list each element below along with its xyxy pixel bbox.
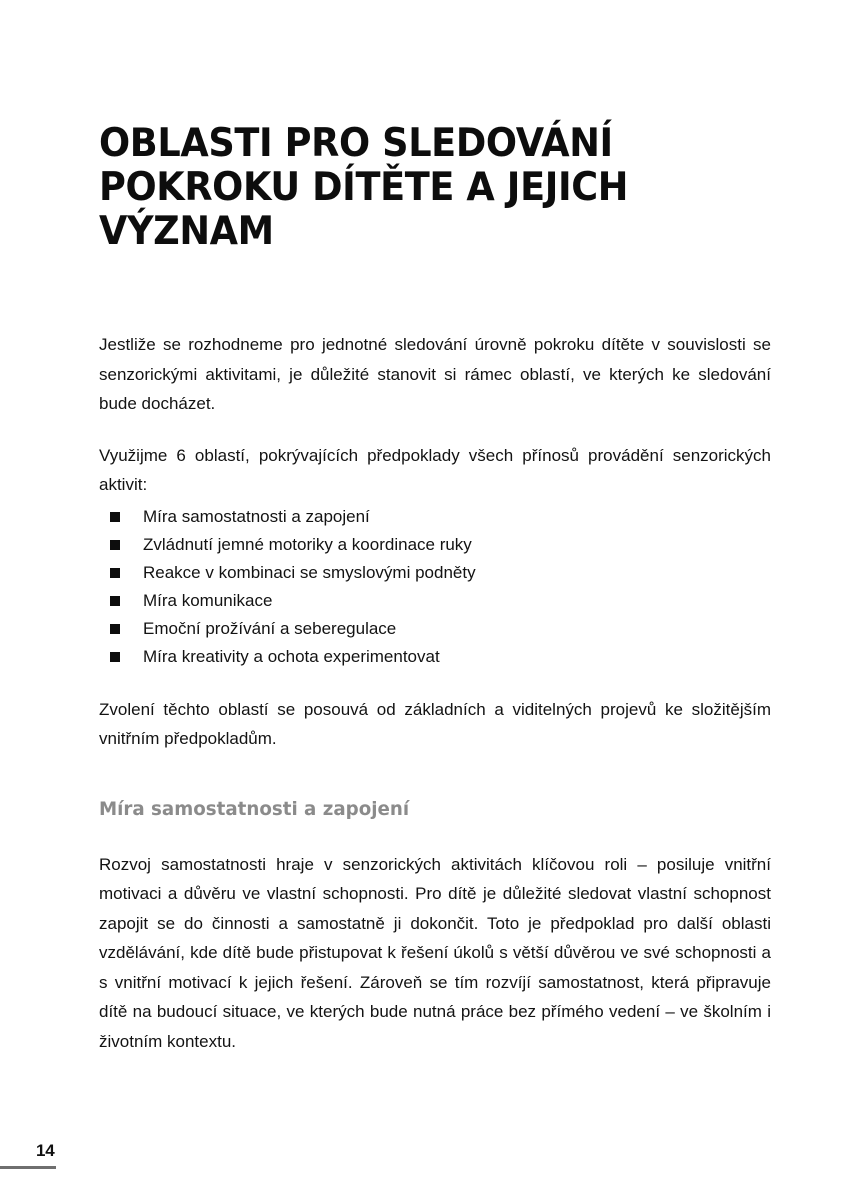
filled-square-bullet-icon <box>110 652 120 662</box>
filled-square-bullet-icon <box>110 596 120 606</box>
list-item-label: Míra kreativity a ochota experimentovat <box>143 646 440 666</box>
spacer-before-subheading <box>99 754 771 796</box>
spacer-after-subheading <box>99 822 771 850</box>
filled-square-bullet-icon <box>110 512 120 522</box>
list-item-label: Emoční prožívání a seberegulace <box>143 618 397 638</box>
list-item <box>99 559 771 587</box>
list-item-label: Míra samostatnosti a zapojení <box>143 506 370 526</box>
filled-square-bullet-icon <box>110 624 120 634</box>
page-title-line-1: OBLASTI PRO SLEDOVÁNÍ <box>99 121 613 167</box>
intro-paragraph: Jestliže se rozhodneme pro jednotné sledování úrovně pokroku dítěte v souvislosti se senzorickými aktivitami, je důležité stanovit si rámec oblastí, ve kterých ke sledování bude docházet. <box>99 335 771 413</box>
footer-rule <box>0 1166 56 1169</box>
section-heading: Míra samostatnosti a zapojení <box>99 797 410 820</box>
areas-list <box>99 503 771 671</box>
list-item-label: Reakce v kombinaci se smyslovými podněty <box>143 562 476 582</box>
page-title-line-3: VÝZNAM <box>99 209 274 255</box>
list-item <box>99 531 771 559</box>
section-paragraph: Rozvoj samostatnosti hraje v senzorických aktivitách klíčovou roli – posiluje vnitřní motivaci a důvěru ve vlastní schopnosti. Pro dítě je důležité sledovat vlastní schopnost zapojit se do činnosti a samostatně ji dokončit. Toto je předpoklad pro další oblasti vzdělávání, kde dítě bude přistupovat k řešení úkolů s větší důvěrou ve své schopnosti a s vnitřní motivací k jejich řešení. Zároveň se tím rozvíjí samostatnost, která připravuje dítě na budoucí situace, ve kterých bude nutná práce bez přímého vedení – ve školním i životním kontextu. <box>99 854 771 1051</box>
spacer-after-list <box>99 671 771 695</box>
page-title <box>99 122 719 254</box>
filled-square-bullet-icon <box>110 540 120 550</box>
list-item <box>99 643 771 671</box>
list-item <box>99 587 771 615</box>
page-content <box>99 330 771 1056</box>
areas-closing-paragraph: Zvolení těchto oblastí se posouvá od základních a viditelných projevů ke složitějším vnitřním předpokladům. <box>99 699 771 748</box>
list-item-label: Míra komunikace <box>143 590 273 610</box>
list-item <box>99 615 771 643</box>
areas-lead-in-paragraph: Využijme 6 oblastí, pokrývajících předpoklady všech přínosů provádění senzorických aktivit: <box>99 445 771 494</box>
page-title-line-2: POKROKU DÍTĚTE A JEJICH <box>99 165 629 211</box>
list-item-label: Zvládnutí jemné motoriky a koordinace ruky <box>143 534 472 554</box>
filled-square-bullet-icon <box>110 568 120 578</box>
page-number: 14 <box>36 1141 55 1160</box>
list-item <box>99 503 771 531</box>
